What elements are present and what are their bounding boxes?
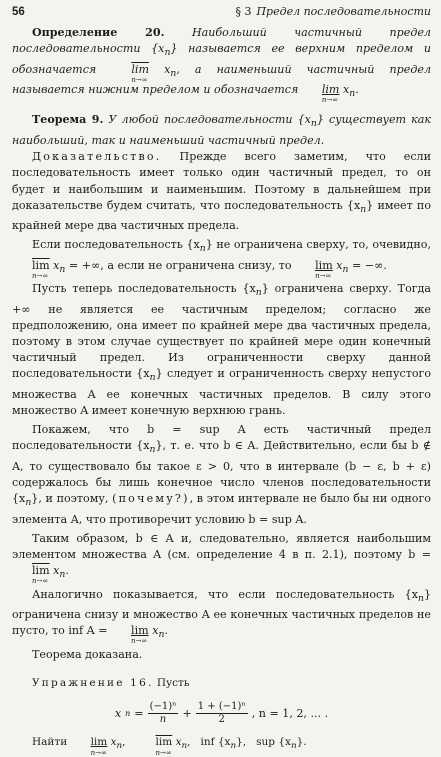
definition-20: Определение 20. Наибольший частичный предел последовательности $\{x_n\}$ называется ее верхним пределом и обозначается $\overline{lim}$ n→∞ $x_n$, а наименьший частичный предел называется нижним пределом и обозначается lim n→∞ $x_n$.	[12, 26, 432, 105]
liminf-symbol: lim n→∞	[321, 83, 340, 105]
section-title: Предел последовательности	[256, 5, 431, 18]
exercise-16: Упражнение 16. Пусть	[32, 676, 190, 689]
proof-paragraph-6: Аналогично показывается, что если последовательность $\{x_n\}$ ограничена снизу и множество A ее конечных частичных пределов не пусто, то inf A = lim n→∞ $x_n$.	[12, 587, 431, 646]
theorem-label: Теорема 9.	[32, 113, 104, 127]
definition-label: Определение 20.	[32, 26, 165, 39]
proof-end: Теорема доказана.	[32, 647, 143, 661]
proof-heading: Доказательство.	[32, 150, 162, 164]
limsup-symbol: $\overline{lim}$ n→∞	[32, 258, 50, 280]
limsup-symbol: $\overline{lim}$ n→∞	[155, 736, 173, 757]
proof-paragraph-3: Пусть теперь последовательность $\{x_n\}$ ограничена сверху. Тогда +∞ не является ее частичным пределом; согласно же предположению, она имеет по крайней мере два частичных предела, поэтому в этом случае существует по крайней мере один конечный частичный предел. Из ограниченности сверху данной последовательности $\{x_n\}$ следует и ограниченность сверху непустого множества A ее конечных частичных пределов. В силу этого множество A имеет конечную верхнюю грань.	[12, 282, 431, 418]
limsup-symbol: $\overline{lim}$ n→∞	[131, 62, 149, 84]
proof-paragraph-1: Доказательство. Прежде всего заметим, что если последовательность имеет только один частичный предел, то он будет и наибольшим и наименьшим. Поэтому в дальнейшем при доказательстве будем считать, что последовательность $\{x_n\}$ имеет по крайней мере два частичных предела.	[12, 150, 432, 233]
section-sign: § 3	[235, 5, 252, 18]
proof-paragraph-5: Таким образом, b ∈ A и, следовательно, является наибольшим элементом множества A (см. определение 4 в п. 2.1), поэтому $b = \overline{lim}$ n→∞ $x_n$.	[12, 531, 431, 586]
liminf-symbol: lim n→∞	[90, 736, 108, 757]
theorem-9: Теорема 9. У любой последовательности $\{x_n\}$ существует как наибольший, так и наименьший частичный предел.	[12, 113, 431, 147]
liminf-symbol: lim n→∞	[315, 258, 333, 280]
fraction-2: $\frac{\text{1 + (−1)ⁿ}}{2}$	[197, 701, 246, 726]
proof-paragraph-4: Покажем, что b = sup A есть частичный предел последовательности $\{x_n\}$, т. е. что b ∈ A. Действительно, если бы b ∉ A, то существовало бы такое ε > 0, что в интервале (b − ε, b + ε) содержалось бы лишь конечное число членов последовательности $\{x_n\}$, и поэтому, (почему?), в этом интервале не было бы ни одного элемента A, что противоречит условию b = sup A.	[12, 423, 431, 526]
liminf-symbol: lim n→∞	[131, 624, 149, 646]
exercise-task: Найти lim n→∞ $x_n$, $\overline{lim}$ n→∞ $x_n$, inf $\{x_n\}$, sup $\{x_n\}$.	[32, 736, 307, 757]
fraction-1: $\frac{\text{(−1)ⁿ}}{n}$	[149, 701, 177, 726]
page-number: 56	[12, 6, 25, 18]
running-header	[12, 4, 431, 22]
running-title	[235, 4, 431, 22]
exercise-label: Упражнение 16.	[32, 676, 154, 689]
limsup-symbol: $\overline{lim}$ n→∞	[32, 564, 50, 586]
exercise-formula: x n = $\frac{\text{(−1)ⁿ}}{n}$ + $\frac{\text{1 + (−1)ⁿ}}{2}$ , n = 1, 2, ... .	[114, 701, 329, 726]
proof-paragraph-2: Если последовательность $\{x_n\}$ не ограничена сверху, то, очевидно, $\overline{lim}$ n→∞ $x_n$ = +∞, а если не ограничена снизу, то lim n→∞ $x_n$ = −∞.	[12, 237, 431, 278]
